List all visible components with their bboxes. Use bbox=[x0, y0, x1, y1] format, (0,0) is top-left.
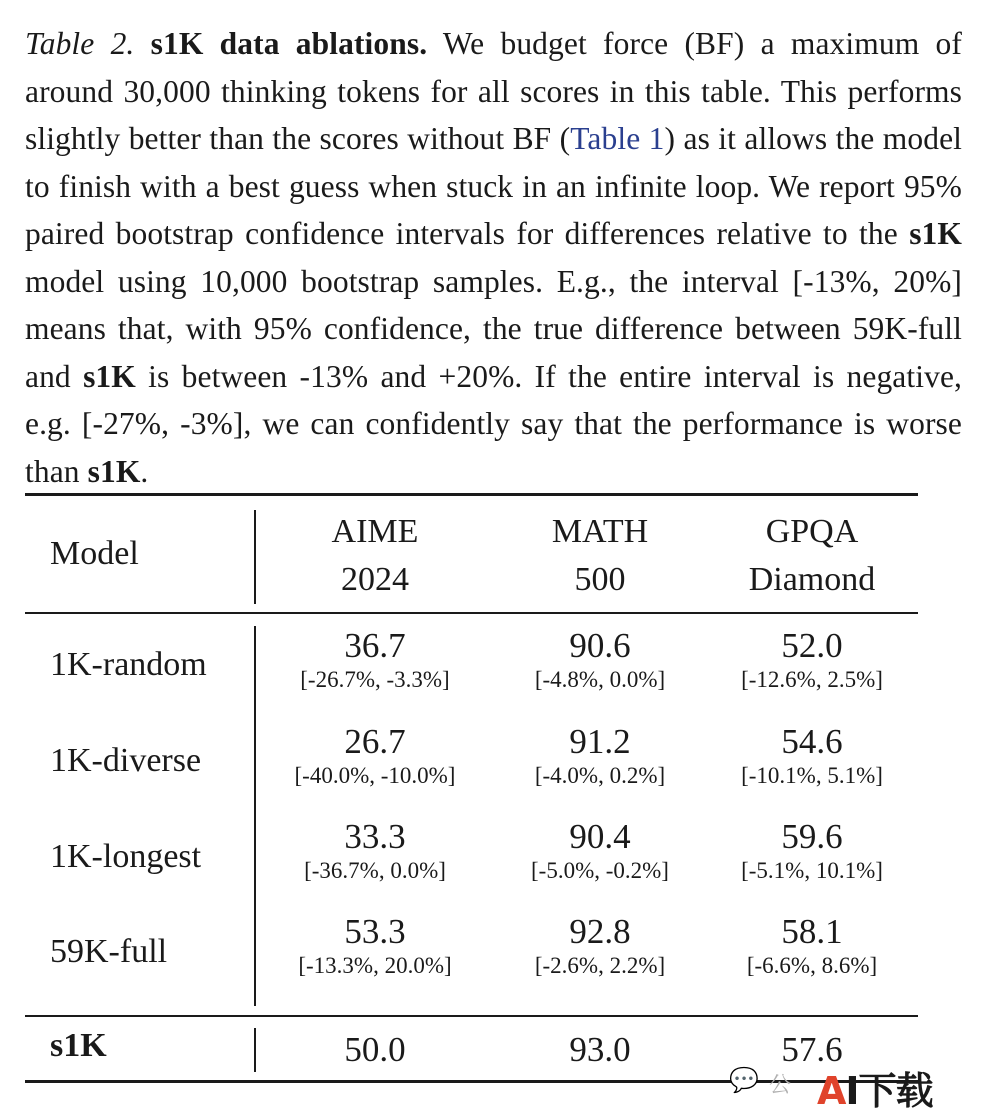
header-gpqa-line1: GPQA bbox=[765, 513, 859, 550]
score-value: 90.4 bbox=[569, 817, 631, 856]
header-math-line2: 500 bbox=[574, 561, 626, 598]
header-gpqa bbox=[712, 508, 912, 604]
header-aime bbox=[275, 508, 475, 604]
caption-text-4: is between -13% and +20%. If the entire interval is negative, e.g. [-27%, -3%], we can confidently say that the performance is worse than bbox=[25, 358, 962, 489]
final-aime: 50.0 bbox=[344, 1030, 406, 1069]
final-row-model: s1K bbox=[50, 1027, 107, 1064]
watermark-faint-text: 公 bbox=[769, 1073, 792, 1098]
score-value: 36.7 bbox=[344, 626, 406, 665]
caption-text-1: We budget force (BF) a maximum of around 30,000 thinking tokens for all scores in this table. This performs slightly better than the scores without BF ( bbox=[25, 26, 962, 156]
chat-bubble-icon: 💬 bbox=[729, 1066, 759, 1094]
score-value: 53.3 bbox=[344, 912, 406, 951]
caption-bold-s1k-3: s1K bbox=[87, 453, 141, 489]
cell-math bbox=[500, 817, 700, 885]
watermark bbox=[725, 1060, 975, 1115]
cell-math bbox=[500, 722, 700, 790]
caption-text-3: model using 10,000 bootstrap samples. E.g., the interval [-13%, 20%] means that, with 95% confidence, the true difference between 59K-full and bbox=[25, 263, 962, 394]
confidence-interval: [-36.7%, 0.0%] bbox=[304, 858, 446, 883]
header-aime-line2: 2024 bbox=[341, 561, 409, 598]
score-value: 52.0 bbox=[781, 626, 843, 665]
watermark-logo-rest: I下载 bbox=[845, 1069, 933, 1113]
cell-gpqa bbox=[712, 722, 912, 790]
confidence-interval: [-26.7%, -3.3%] bbox=[300, 667, 450, 692]
watermark-logo-a: A bbox=[817, 1069, 846, 1113]
cell-gpqa bbox=[712, 626, 912, 694]
score-value: 58.1 bbox=[781, 912, 843, 951]
table-1-link[interactable]: Table 1 bbox=[570, 121, 665, 156]
row-model: 59K-full bbox=[50, 933, 168, 970]
confidence-interval: [-40.0%, -10.0%] bbox=[294, 763, 456, 788]
final-divider bbox=[254, 1028, 256, 1072]
header-rule bbox=[25, 612, 918, 614]
table-caption bbox=[25, 20, 962, 495]
cell-gpqa bbox=[712, 912, 912, 980]
final-row-rule bbox=[25, 1015, 918, 1017]
body-divider bbox=[254, 626, 256, 1006]
header-gpqa-line2: Diamond bbox=[748, 561, 876, 598]
score-value: 33.3 bbox=[344, 817, 406, 856]
table-top-rule bbox=[25, 493, 918, 496]
caption-text-2: ) as it allows the model to finish with a best guess when stuck in an infinite loop. We report 95% paired bootstrap confidence intervals for differences relative to the bbox=[25, 121, 962, 251]
header-model: Model bbox=[50, 535, 139, 572]
header-divider bbox=[254, 510, 256, 604]
confidence-interval: [-13.3%, 20.0%] bbox=[298, 953, 452, 978]
confidence-interval: [-12.6%, 2.5%] bbox=[741, 667, 883, 692]
row-model: 1K-diverse bbox=[50, 742, 202, 779]
confidence-interval: [-5.1%, 10.1%] bbox=[741, 858, 883, 883]
confidence-interval: [-4.8%, 0.0%] bbox=[534, 667, 666, 692]
watermark-logo bbox=[817, 1060, 933, 1115]
caption-bold-s1k-2: s1K bbox=[83, 358, 136, 394]
header-math bbox=[500, 508, 700, 604]
confidence-interval: [-2.6%, 2.2%] bbox=[534, 953, 666, 978]
cell-aime bbox=[275, 722, 475, 790]
row-model: 1K-longest bbox=[50, 838, 202, 875]
cell-aime bbox=[275, 626, 475, 694]
cell-aime bbox=[275, 817, 475, 885]
score-value: 91.2 bbox=[569, 722, 631, 761]
confidence-interval: [-5.0%, -0.2%] bbox=[531, 858, 669, 883]
caption-title: s1K data ablations. bbox=[150, 26, 428, 61]
cell-gpqa bbox=[712, 817, 912, 885]
final-gpqa: 57.6 bbox=[781, 1030, 843, 1069]
cell-math bbox=[500, 626, 700, 694]
score-value: 92.8 bbox=[569, 912, 631, 951]
header-math-line1: MATH bbox=[551, 513, 649, 550]
confidence-interval: [-10.1%, 5.1%] bbox=[741, 763, 883, 788]
row-model: 1K-random bbox=[50, 646, 207, 683]
cell-math bbox=[500, 912, 700, 980]
score-value: 54.6 bbox=[781, 722, 843, 761]
cell-aime bbox=[275, 912, 475, 980]
score-value: 90.6 bbox=[569, 626, 631, 665]
header-aime-line1: AIME bbox=[331, 513, 419, 550]
caption-label: Table 2. bbox=[25, 26, 135, 61]
score-value: 26.7 bbox=[344, 722, 406, 761]
confidence-interval: [-6.6%, 8.6%] bbox=[746, 953, 878, 978]
final-math: 93.0 bbox=[569, 1030, 631, 1069]
caption-bold-s1k-1: s1K bbox=[909, 216, 962, 251]
confidence-interval: [-4.0%, 0.2%] bbox=[534, 763, 666, 788]
score-value: 59.6 bbox=[781, 817, 843, 856]
caption-text-5: . bbox=[140, 453, 149, 489]
